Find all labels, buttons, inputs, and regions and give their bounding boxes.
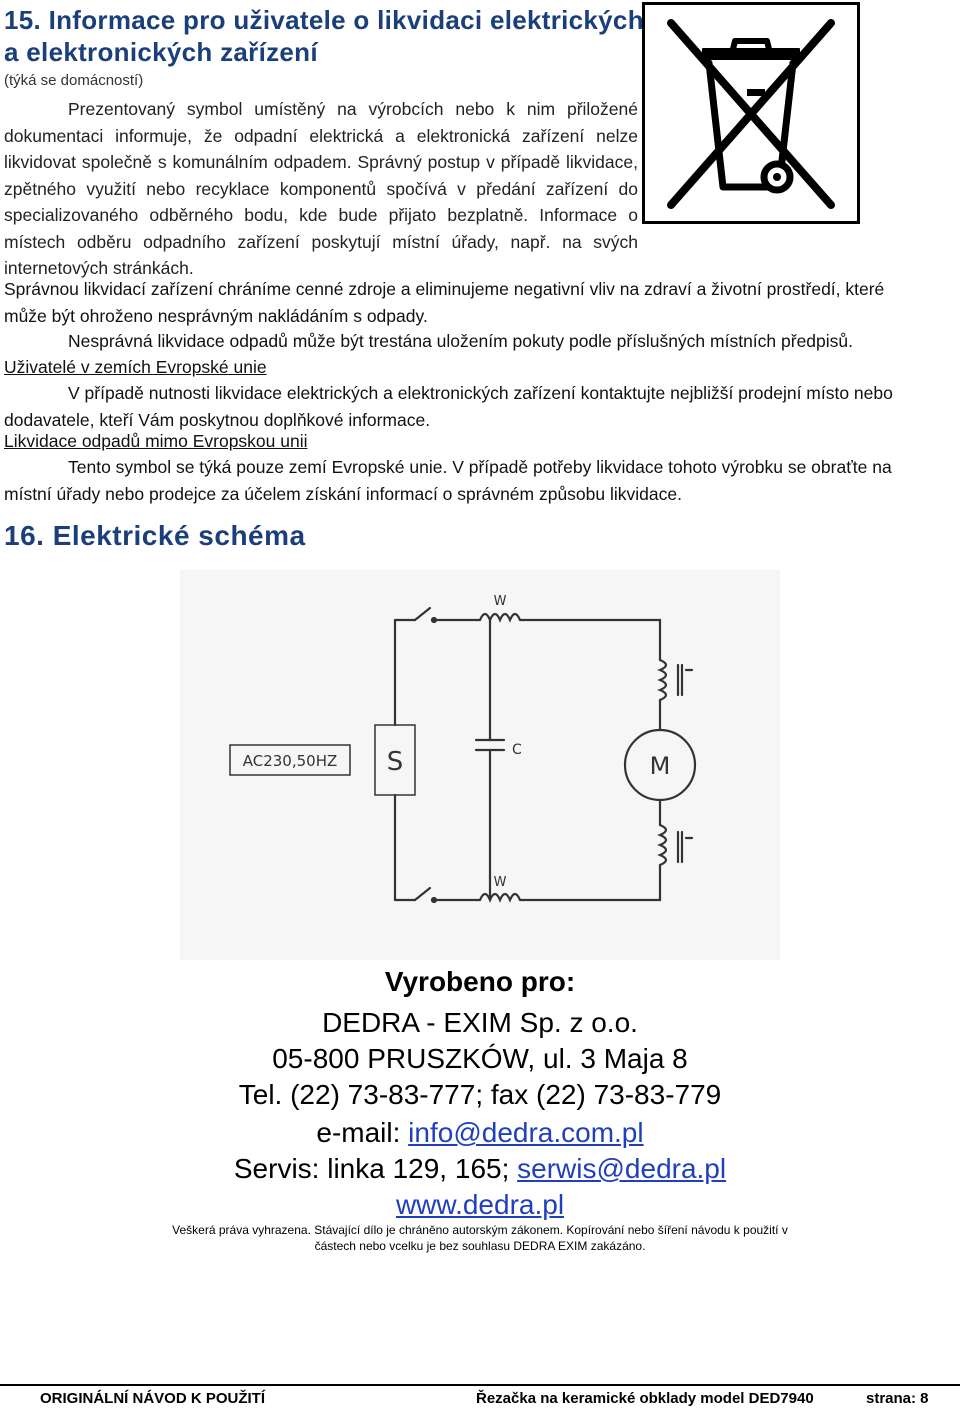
weee-crossed-bin-icon xyxy=(642,2,860,224)
motor-label: M xyxy=(649,752,671,780)
footer-middle: Řezačka na keramické obklady model DED7940 xyxy=(476,1390,814,1407)
disposal-info-paragraph: Prezentovaný symbol umístěný na výrobcích nebo k nim přiložené dokumentaci informuje, že odpadní elektrická a elektronická zařízení nelze likvidovat společně s komunálním odpadem. Správný postup v případě likvidace, zpětného využití nebo recyklace komponentů spočívá v předání zařízení do specializovaného odběrného bodu, kde bude přijato bezplatně. Informace o místech odběru odpadního zařízení poskytují místní úřady, např. na svých internetových stránkách. xyxy=(4,99,638,278)
non-eu-heading: Likvidace odpadů mimo Evropskou unii xyxy=(4,431,308,451)
electrical-schematic xyxy=(180,570,780,960)
section-15-title-line1: 15. Informace pro uživatele o likvidaci elektrických xyxy=(4,5,644,35)
proper-disposal-paragraph: Správnou likvidací zařízení chráníme cenné zdroje a eliminujeme negativní vliv na zdraví a životní prostředí, které může být ohroženo nesprávným nakládáním s odpady. xyxy=(4,279,885,326)
service-prefix: Servis: linka 129, 165; xyxy=(233,1153,518,1184)
section-15-title xyxy=(4,4,644,68)
capacitor-label: C xyxy=(512,742,522,758)
footer-left: ORIGINÁLNÍ NÁVOD K POUŽITÍ xyxy=(40,1390,265,1407)
website-line xyxy=(0,1186,960,1223)
manufacturer-phone: Tel. (22) 73-83-777; fax (22) 73-83-779 xyxy=(238,1079,722,1110)
footer-divider xyxy=(0,1384,960,1386)
fine-paragraph: Nesprávná likvidace odpadů může být trestána uložením pokuty podle příslušných místních předpisů. xyxy=(68,331,854,351)
eu-users-heading: Uživatelé v zemích Evropské unie xyxy=(4,357,267,377)
service-line xyxy=(0,1150,960,1187)
section-16-title: 16. Elektrické schéma xyxy=(4,520,306,551)
footer-page-number: strana: 8 xyxy=(866,1390,929,1407)
manufacturer-email-line xyxy=(0,1114,960,1151)
service-email-link[interactable]: serwis@dedra.pl xyxy=(517,1153,727,1184)
copyright-line2: částech nebo vcelku je bez souhlasu DEDRA EXIM zakázáno. xyxy=(314,1239,646,1253)
supply-label: AC230,50HZ xyxy=(242,752,338,770)
winding-label-bottom: W xyxy=(493,875,507,890)
website-link[interactable]: www.dedra.pl xyxy=(395,1189,565,1220)
winding-label-top: W xyxy=(493,594,507,609)
household-note: (týká se domácností) xyxy=(4,72,144,89)
email-link[interactable]: info@dedra.com.pl xyxy=(408,1117,644,1148)
eu-users-text: V případě nutnosti likvidace elektrických a elektronických zařízení kontaktujte nejbližší prodejní místo nebo dodavatele, kteří Vám poskytnou doplňkové informace. xyxy=(4,383,893,430)
section-15-title-line2: a elektronických zařízení xyxy=(4,37,318,67)
manufacturer-address: 05-800 PRUSZKÓW, ul. 3 Maja 8 xyxy=(272,1043,688,1074)
manufacturer-heading: Vyrobeno pro: xyxy=(384,966,576,997)
email-prefix: e-mail: xyxy=(316,1117,409,1148)
copyright-line1: Veškerá práva vyhrazena. Stávající dílo je chráněno autorským zákonem. Kopírování nebo šíření návodu k použití v xyxy=(172,1223,788,1237)
non-eu-text: Tento symbol se týká pouze zemí Evropské unie. V případě potřeby likvidace tohoto výrobku se obraťte na místní úřady nebo prodejce za účelem získání informací o správném způsobu likvidace. xyxy=(4,457,892,504)
switch-label: S xyxy=(386,747,404,777)
manufacturer-company: DEDRA - EXIM Sp. z o.o. xyxy=(322,1007,638,1038)
